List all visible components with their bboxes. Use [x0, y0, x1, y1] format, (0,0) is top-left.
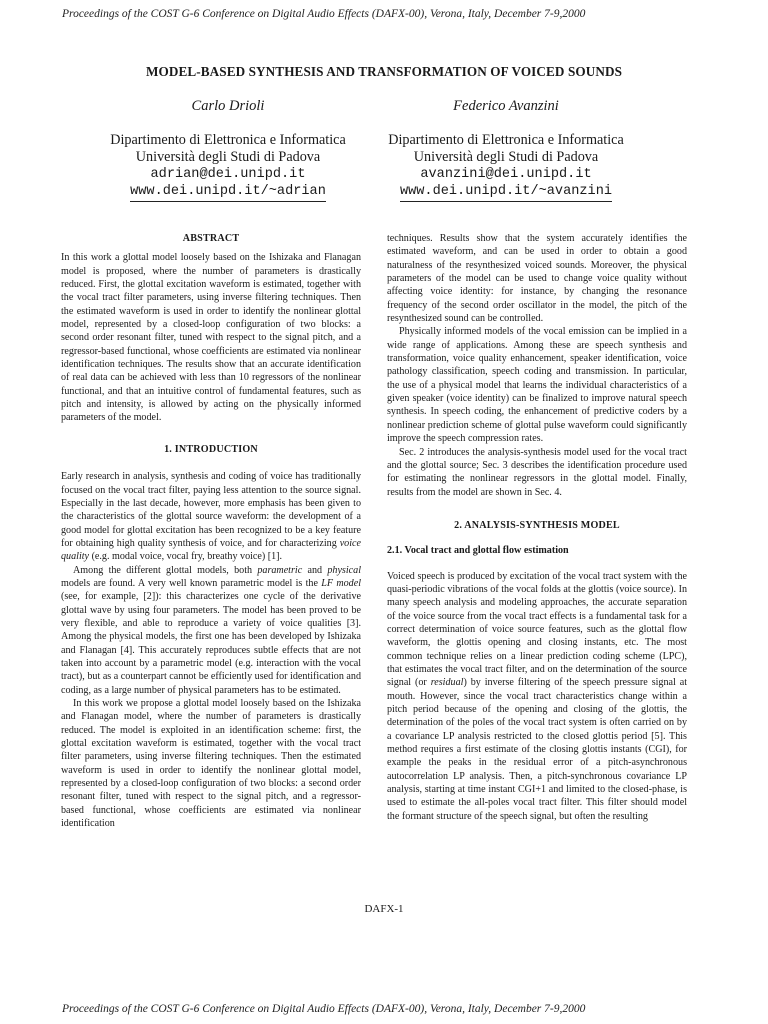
- intro-paragraph-4: Physically informed models of the vocal emission can be implied in a wide range of applications. Among these are speech synthesis and transformation, voice quality enhancement, speaker identification, voice pathology classification, speech coding and transmission. In particular, the use of a physical model that learns the individual characteristics of a given speaker (voice identity) can be finalized to improve natural speech synthesis. In speech coding, the enhancement of predictive coders by a nonlinear prediction scheme of glottal pulse waveform could significantly improve the speech compression rates.: [387, 326, 687, 445]
- author-website[interactable]: www.dei.unipd.it/~adrian: [130, 183, 326, 202]
- running-footer: Proceedings of the COST G-6 Conference on Digital Audio Effects (DAFX-00), Verona, Italy, December 7-9,2000: [62, 1003, 586, 1015]
- author-block-2: [366, 98, 646, 202]
- running-header: Proceedings of the COST G-6 Conference on Digital Audio Effects (DAFX-00), Verona, Italy, December 7-9,2000: [62, 8, 586, 20]
- intro-heading: 1. INTRODUCTION: [164, 443, 258, 455]
- section-2-1-paragraph: Voiced speech is produced by excitation of the vocal tract system with the quasi-periodic vibrations of the vocal folds at the glottis (voice source). In many speech analysis and modeling approaches, the accurate separation of the voice source from the vocal tract effects is a fundamental task for a correct determination of voice source features, such as the glottal flow waveform, the glottis opening and closing instants, etc. The most common technique relies on a linear prediction coding scheme (LPC), that estimates the vocal tract filter, and on the determination of the source signal (or residual) by inverse filtering of the speech pressure signal at mouth. However, since the vocal tract characteristics change within a pitch period because of the opening and closing of the glottis, the determination of the poles of the vocal tract system is often carried on by a covariance LP analysis restricted to the closed glottis period [5]. This method requires a first estimate of the closing glottis instants (CGI), for example the peaks in the residual error of a pitch-asynchronous autocorrelation LP analysis. Then, a pitch-synchronous covariance LP analysis, starting at time instant CGI+1 and limited to the closed-phase, is used to estimate the all-poles vocal tract filter. This filter should model the formant structure of the speech signal, but often the resulting: [387, 570, 687, 822]
- right-column: [387, 232, 687, 823]
- author-name: Federico Avanzini: [453, 98, 559, 114]
- section-2-heading: 2. ANALYSIS-SYNTHESIS MODEL: [454, 519, 620, 531]
- intro-paragraph-5: Sec. 2 introduces the analysis-synthesis model used for the vocal tract and the glottal source; Sec. 3 describes the identification procedure used for estimating the nonlinear regressors in the glottal model. Finally, results from the model are shown in Sec. 4.: [387, 446, 687, 498]
- author-email[interactable]: adrian@dei.unipd.it: [150, 167, 306, 182]
- intro-paragraph-2: Among the different glottal models, both parametric and physical models are found. A very well known parametric model is the LF model (see, for example, [2]): this characterizes one cycle of the derivative glottal wave by using four parameters. The model has been proved to be very flexible, and able to reproduce a variety of voice qualities [3]. Among the physical models, the first one has been developed by Ishizaka and Flanagan [4]. This accurately reproduces subtle effects that are not taken into account by a parametric model (e.g. interaction with the vocal tract), but as a counterpart cannot be efficiently used for identification and coding, as a large number of physical parameters has to be estimated.: [61, 564, 361, 696]
- page-number: DAFX-1: [364, 903, 404, 915]
- paper-title: MODEL-BASED SYNTHESIS AND TRANSFORMATION OF VOICED SOUNDS: [145, 64, 623, 79]
- author-block-1: [88, 98, 368, 202]
- author-department: Dipartimento di Elettronica e Informatica: [110, 132, 346, 148]
- author-website[interactable]: www.dei.unipd.it/~avanzini: [400, 183, 612, 202]
- left-column: [61, 232, 361, 830]
- subsection-2-1-heading: 2.1. Vocal tract and glottal flow estimation: [387, 545, 569, 557]
- author-university: Università degli Studi di Padova: [413, 149, 599, 165]
- author-email[interactable]: avanzini@dei.unipd.it: [420, 167, 592, 182]
- intro-paragraph-3-continued: techniques. Results show that the system accurately identifies the estimated waveform, and can be used in order to obtain a good naturalness of the resynthesized voiced sounds. Moreover, the physical parameters of the model can be used to change voice quality without affecting voice identity: for instance, by changing the resonance frequency of the second order oscillator in the model, the pitch of the resynthesized sound can be controlled.: [387, 233, 687, 325]
- author-department: Dipartimento di Elettronica e Informatica: [388, 132, 624, 148]
- intro-paragraph-1: Early research in analysis, synthesis and coding of voice has traditionally focused on the vocal tract filter, paying less attention to the source signal. Especially in the last decade, however, more emphasis has been given to the characteristics of the glottal source waveform: the development of a good model for glottal excitation has been recognized to be a key feature for obtaining high quality synthesis of voice, and for characterizing voice quality (e.g. modal voice, vocal fry, breathy voice) [1].: [61, 471, 361, 563]
- author-university: Università degli Studi di Padova: [135, 149, 321, 165]
- author-name: Carlo Drioli: [191, 98, 265, 114]
- abstract-text: In this work a glottal model loosely based on the Ishizaka and Flanagan model is proposed, where the number of parameters is drastically reduced. First, the glottal excitation waveform is estimated, together with the vocal tract filter parameters, using inverse filtering techniques. Then the estimated waveform is used in order to identify the nonlinear glottal model, represented by a closed-loop configuration of two blocks: a second order resonant filter, tuned with respect to the signal pitch, and a regressor-based functional, whose coefficients are estimated via nonlinear identification techniques. The results show that an accurate identification of real data can be achieved with less than 10 regressors of the nonlinear functional, and that an intuitive control of fundamental features, such as pitch and intensity, is allowed by acting on the physically informed parameters of the model.: [61, 252, 361, 424]
- abstract-heading: ABSTRACT: [182, 233, 240, 244]
- intro-paragraph-3: In this work we propose a glottal model loosely based on the Ishizaka and Flanagan model, where the number of parameters is drastically reduced. The model is exploited in an identification scheme: first, the glottal excitation waveform is estimated, together with the vocal tract filter parameters, using inverse filtering techniques. Then the estimated waveform is used in order to identify the nonlinear glottal model, represented by a closed-loop configuration of two blocks: a second order resonant filter, tuned with respect to the signal pitch, and a regressor-based functional, whose coefficients are estimated via nonlinear identification: [61, 698, 361, 830]
